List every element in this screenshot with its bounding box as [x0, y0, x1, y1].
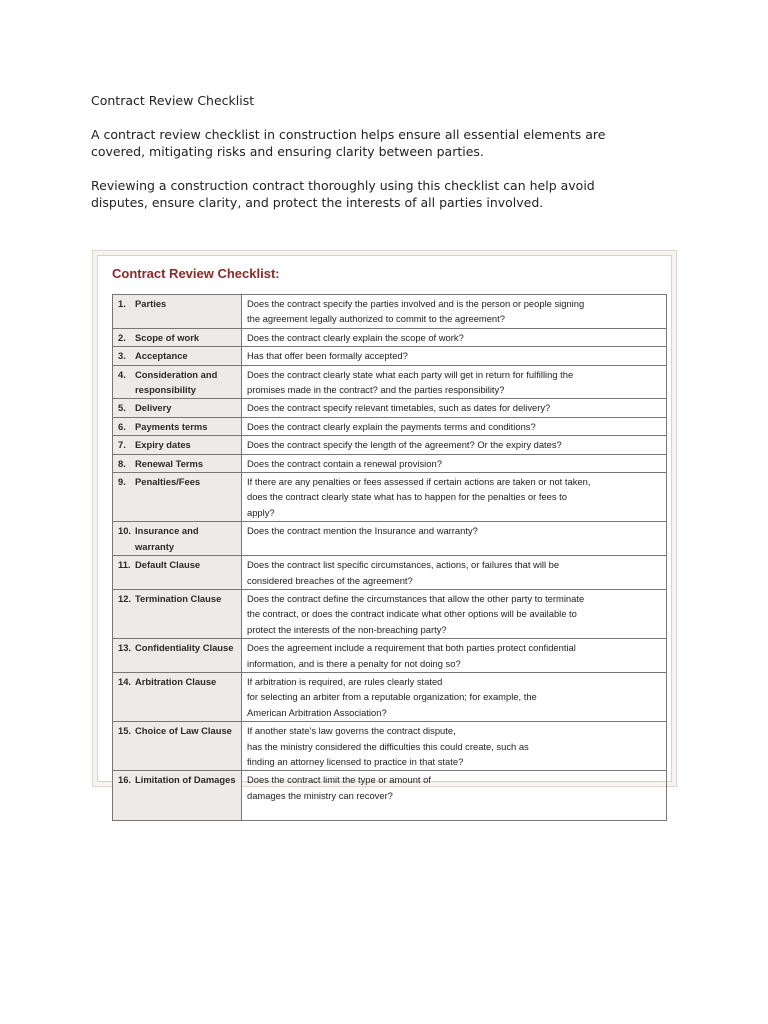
- table-row: [113, 771, 667, 820]
- checklist-item-term: [113, 556, 242, 590]
- item-number: 13.: [118, 642, 132, 654]
- checklist-item-question: [242, 365, 667, 399]
- checklist-item-question: [242, 347, 667, 365]
- question-line: apply?: [247, 506, 275, 518]
- checklist-item-question: [242, 522, 667, 556]
- checklist-item-term: [113, 417, 242, 435]
- item-term: Parties: [135, 298, 167, 309]
- checklist-item-question: [242, 771, 667, 820]
- item-term: Arbitration Clause: [135, 675, 217, 687]
- question-line: Does the contract clearly explain the scope of work?: [247, 331, 464, 343]
- checklist-item-term: [113, 328, 242, 346]
- checklist-table: [112, 294, 667, 821]
- item-term: Choice of Law Clause: [135, 725, 232, 737]
- item-term: Renewal Terms: [135, 457, 204, 469]
- checklist-item-question: [242, 722, 667, 771]
- question-line: for selecting an arbiter from a reputable organization; for example, the: [247, 691, 537, 703]
- item-number: 9.: [118, 476, 126, 488]
- checklist-frame: [97, 255, 672, 801]
- item-number: 12.: [118, 592, 132, 604]
- checklist-item-question: [242, 328, 667, 346]
- table-row: [113, 672, 667, 721]
- checklist-item-term: [113, 365, 242, 399]
- question-line: considered breaches of the agreement?: [247, 574, 413, 586]
- item-term: Acceptance: [135, 350, 188, 362]
- checklist-heading: Contract Review Checklist:: [112, 266, 280, 281]
- checklist-item-term: [113, 672, 242, 721]
- summary-paragraph: Reviewing a construction contract thoroughly using this checklist can help avoid disputes, ensure clarity, and protect the interests of all parties involved.: [91, 178, 595, 210]
- checklist-item-term: [113, 589, 242, 638]
- checklist-image: [92, 250, 677, 801]
- table-row: [113, 328, 667, 346]
- table-row: [113, 556, 667, 590]
- intro-paragraph: A contract review checklist in construction helps ensure all essential elements are covered, mitigating risks and ensuring clarity between parties.: [91, 127, 606, 159]
- checklist-item-term: [113, 473, 242, 522]
- question-line: Has that offer been formally accepted?: [247, 350, 408, 362]
- table-row: [113, 589, 667, 638]
- table-row: [113, 522, 667, 556]
- question-line: the agreement legally authorized to commit to the agreement?: [247, 313, 505, 325]
- table-row: [113, 347, 667, 365]
- question-line: If there are any penalties or fees assessed if certain actions are taken or not taken,: [247, 476, 591, 488]
- checklist-item-question: [242, 454, 667, 472]
- checklist-item-term: [113, 771, 242, 820]
- item-term: Default Clause: [135, 559, 201, 571]
- checklist-item-term: [113, 399, 242, 417]
- question-line: If another state's law governs the contract dispute,: [247, 725, 456, 737]
- question-line: promises made in the contract? and the parties responsibility?: [247, 384, 505, 396]
- question-line: Does the contract contain a renewal provision?: [247, 457, 442, 469]
- question-line: If arbitration is required, are rules clearly stated: [247, 675, 443, 687]
- checklist-item-term: [113, 639, 242, 673]
- question-line: American Arbitration Association?: [247, 706, 387, 718]
- checklist-item-question: [242, 672, 667, 721]
- item-term: Confidentiality Clause: [135, 642, 234, 654]
- table-row: [113, 417, 667, 435]
- table-row: [113, 454, 667, 472]
- question-line: information, and is there a penalty for not doing so?: [247, 657, 461, 669]
- item-number: 2.: [118, 331, 126, 343]
- checklist-item-question: [242, 436, 667, 454]
- table-row: [113, 436, 667, 454]
- item-number: 1.: [118, 298, 126, 309]
- checklist-item-question: [242, 295, 667, 329]
- checklist-item-term: [113, 522, 242, 556]
- item-number: 14.: [118, 675, 132, 687]
- item-term: Penalties/Fees: [135, 476, 201, 488]
- checklist-item-question: [242, 639, 667, 673]
- item-number: 5.: [118, 402, 126, 414]
- item-term: Consideration and responsibility: [135, 368, 218, 396]
- question-line: Does the contract specify relevant timetables, such as dates for delivery?: [247, 402, 551, 414]
- question-line: Does the contract limit the type or amount of: [247, 774, 431, 786]
- item-term: Insurance and warranty: [135, 525, 199, 552]
- question-line: damages the ministry can recover?: [247, 789, 393, 801]
- item-number: 4.: [118, 368, 126, 380]
- table-row: [113, 639, 667, 673]
- checklist-item-question: [242, 589, 667, 638]
- item-term: Scope of work: [135, 331, 200, 343]
- question-line: finding an attorney licensed to practice in that state?: [247, 755, 464, 767]
- item-number: 3.: [118, 350, 126, 362]
- item-number: 8.: [118, 457, 126, 469]
- question-line: Does the contract clearly explain the payments terms and conditions?: [247, 420, 536, 432]
- item-number: 6.: [118, 420, 126, 432]
- question-line: Does the contract specify the length of the agreement? Or the expiry dates?: [247, 439, 562, 451]
- table-row: [113, 399, 667, 417]
- document-title: Contract Review Checklist: [91, 93, 255, 108]
- checklist-item-question: [242, 473, 667, 522]
- question-line: Does the contract list specific circumstances, actions, or failures that will be: [247, 559, 560, 571]
- checklist-item-term: [113, 295, 242, 329]
- table-row: [113, 295, 667, 329]
- question-line: Does the contract mention the Insurance and warranty?: [247, 525, 478, 537]
- checklist-item-question: [242, 556, 667, 590]
- question-line: the contract, or does the contract indicate what other options will be available to: [247, 608, 577, 620]
- item-number: 15.: [118, 725, 132, 737]
- question-line: Does the agreement include a requirement that both parties protect confidential: [247, 642, 576, 654]
- checklist-item-term: [113, 436, 242, 454]
- question-line: Does the contract specify the parties involved and is the person or people signing: [247, 298, 585, 309]
- item-number: 7.: [118, 439, 126, 451]
- checklist-item-term: [113, 454, 242, 472]
- item-number: 16.: [118, 774, 132, 786]
- checklist-item-question: [242, 417, 667, 435]
- table-row: [113, 365, 667, 399]
- question-line: has the ministry considered the difficulties this could create, such as: [247, 740, 529, 752]
- table-row: [113, 722, 667, 771]
- item-term: Payments terms: [135, 420, 208, 432]
- checklist-item-question: [242, 399, 667, 417]
- item-term: Termination Clause: [135, 592, 222, 604]
- table-row: [113, 473, 667, 522]
- checklist-item-term: [113, 347, 242, 365]
- item-number: 10.: [118, 525, 132, 537]
- item-term: Limitation of Damages: [135, 774, 236, 786]
- question-line: does the contract clearly state what has to happen for the penalties or fees to: [247, 491, 567, 503]
- item-term: Delivery: [135, 402, 172, 414]
- question-line: Does the contract clearly state what each party will get in return for fulfilling the: [247, 368, 574, 380]
- question-line: Does the contract define the circumstances that allow the other party to terminate: [247, 592, 585, 604]
- item-number: 11.: [118, 559, 131, 571]
- item-term: Expiry dates: [135, 439, 191, 451]
- question-line: protect the interests of the non-breaching party?: [247, 623, 447, 635]
- checklist-item-term: [113, 722, 242, 771]
- question-line: [247, 803, 662, 818]
